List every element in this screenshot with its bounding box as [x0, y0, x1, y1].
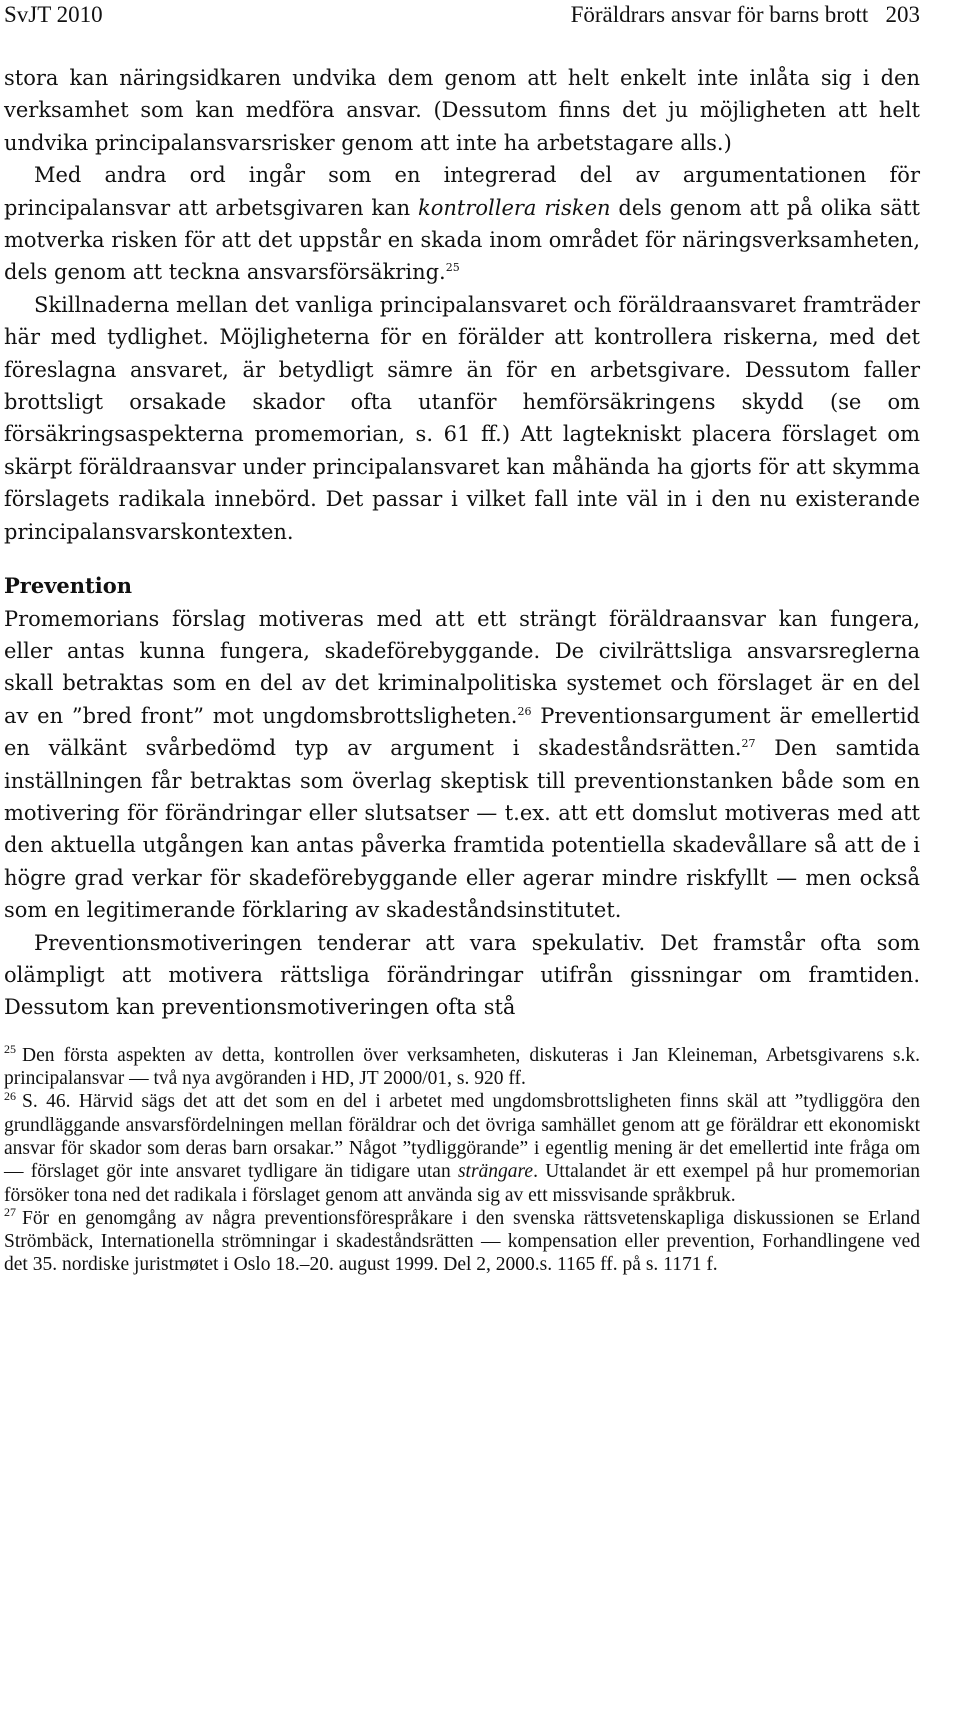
journal-reference: SvJT 2010 [4, 2, 103, 27]
footnote-number: 27 [4, 1205, 16, 1220]
body-text [4, 62, 920, 1024]
footnote-number: 25 [4, 1042, 16, 1057]
page-title-and-number: Föräldrars ansvar för barns brott 203 [570, 2, 920, 27]
footnote-25: $^{25}$ Den första aspekten av detta, kontrollen över verksamheten, diskuteras i Jan Kleineman, Arbetsgivarens s.k. principalansvar — två nya avgöranden i HD, JT 2000/01, s. 920 ff. [4, 1042, 920, 1090]
paragraph-continuation: stora kan näringsidkaren undvika dem genom att helt enkelt inte inlåta sig i den verksamhet som kan medföra ansvar. (Dessutom finns det ju möjligheten att helt undvika principalansvarsrisker genom att inte ha arbetstagare alls.) [4, 66, 920, 155]
footnotes [4, 1044, 920, 1277]
paragraph-differences: Skillnaderna mellan det vanliga principalansvaret och föräldraansvaret framträder här med tydlighet. Möjligheterna för en förälder att kontrollera riskerna, med det föreslagna ansvaret, är betydligt sämre än för en arbetsgivare. Dessutom faller brottsligt orsakade skador ofta utanför hemförsäkringens skydd (se om försäkringsaspekterna promemorian, s. 61 ff.) Att lagtekniskt placera förslaget om skärpt föräldraansvar under principalansvaret kan måhända ha gjorts för att skymma förslagets radikala innebörd. Det passar i vilket fall inte väl in i den nu existerande principalansvarskontexten. [4, 292, 920, 544]
emphasis-text: strängare [457, 1161, 534, 1183]
section-heading: Prevention [4, 573, 132, 599]
paragraph-control-risk: Med andra ord ingår som en integrerad del av argumentationen för principalansvar att arbetsgivaren kan kontrollera risken dels genom att på olika sätt motverka risken för att det uppstår en skada inom området för näringsverksamheten, dels genom att teckna ansvarsförsäkring.$^{25}$ [4, 163, 920, 285]
footnote-ref-27[interactable]: 27 [741, 737, 756, 751]
footnote-27: $^{27}$ För en genomgång av några preventionsförespråkare i den svenska rättsvetenskapliga diskussionen se Erland Strömbäck, Internationella strömningar i skadeståndsrätten — kompensation eller prevention, Forhandlingene ved det 35. nordiske juristmøtet i Oslo 18.–20. august 1999. Del 2, 2000.s. 1165 ff. på s. 1171 f. [4, 1205, 920, 1276]
paragraph-speculative: Preventionsmotiveringen tenderar att vara spekulativ. Det framstår ofta som olämpligt att motivera rättsliga förändringar utifrån gissningar om framtiden. Dessutom kan preventionsmotiveringen ofta stå [4, 930, 920, 1020]
footnote-number: 26 [4, 1088, 16, 1103]
footnote-26: $^{26}$ S. 46. Härvid sägs det att det som en del i arbetet med ungdomsbrottsligheten finns skäl att ”tydliggöra den grundläggande ansvarsfördelningen mellan föräldrar och det övriga samhället genom att ge föräldrar ett ekonomiskt ansvar för skador som deras barn orsakar.” Något ”tydliggörande” i egentlig mening är det emellertid inte fråga om — förslaget gör inte ansvaret tydligare än tidigare utan strängare. Uttalandet är ett exempel på hur promemorian försöker tona ned det radikala i förslaget genom att använda sig av ett missvisande språkbruk. [4, 1088, 921, 1206]
emphasis-text: kontrollera risken [418, 195, 611, 220]
paragraph-prevention: Promemorians förslag motiveras med att ett strängt föräldraansvar kan fungera, eller antas kunna fungera, skadeförebyggande. De civilrättsliga ansvarsreglerna skall betraktas som en del av det kriminalpolitiska systemet och förslaget är en del av en ”bred front” mot ungdomsbrottsligheten.$^{26}$ Preventionsargument är emellertid en välkänt svårbedömd typ av argument i skadeståndsrätten.$^{27}$ Den samtida inställningen får betraktas som överlag skeptisk till preventionstanken både som en motivering för förändringar eller slutsatser — t.ex. att ett domslut motiveras med att den aktuella utgången kan antas påverka framtida potentiella skadevållare så att de i högre grad verkar för skadeförebyggande eller agerar mindre riskfyllt — men också som en legitimerande förklaring av skadeståndsinstitutet. [4, 606, 920, 923]
footnote-ref-26[interactable]: 26 [517, 704, 532, 718]
footnote-ref-25[interactable]: 25 [445, 261, 460, 275]
running-header [4, 0, 920, 46]
